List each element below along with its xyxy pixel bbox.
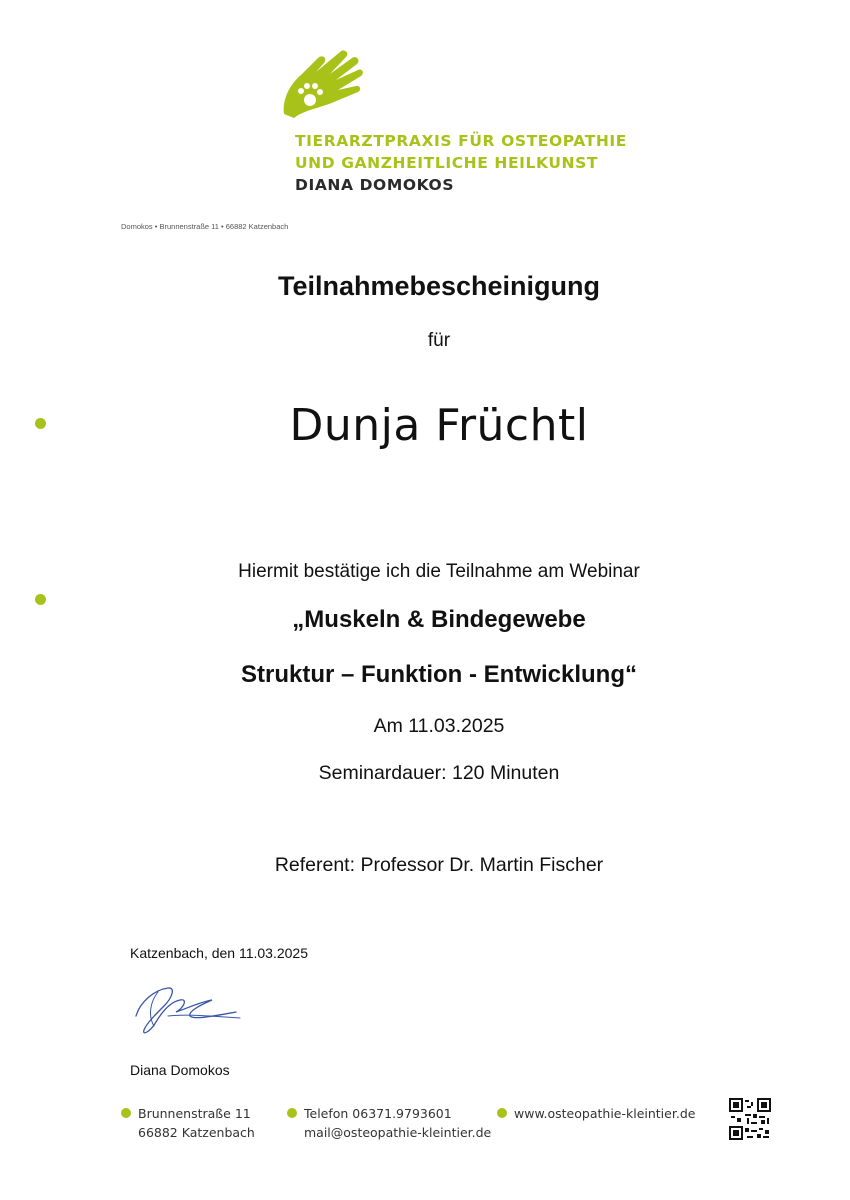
webinar-title-line-1: „Muskeln & Bindegewebe [292,606,586,633]
sender-address-line: Domokos • Brunnenstraße 11 • 66882 Katzenbach [121,222,289,231]
brand-line-2: UND GANZHEITLICHE HEILKUNST [295,154,599,172]
signatory-name: Diana Domokos [130,1062,230,1078]
footer-city: 66882 Katzenbach [138,1125,255,1140]
footer-address [138,1104,255,1142]
seminar-duration: Seminardauer: 120 Minuten [318,762,560,784]
footer-website[interactable]: www.osteopathie-kleintier.de [514,1106,696,1121]
webinar-date: Am 11.03.2025 [373,715,505,737]
footer-bullet [287,1108,297,1118]
footer-contact [304,1104,491,1142]
footer-bullet [497,1108,507,1118]
certificate-title: Teilnahmebescheinigung [277,271,601,301]
brand-line-1: TIERARZTPRAXIS FÜR OSTEOPATHIE [295,132,627,150]
footer-street: Brunnenstraße 11 [138,1106,251,1121]
brand-owner-name: DIANA DOMOKOS [295,176,455,194]
hand-with-paw-icon [280,44,380,124]
place-and-date: Katzenbach, den 11.03.2025 [130,945,309,961]
footer-bullet [121,1108,131,1118]
practice-brand [295,130,627,196]
handwritten-signature [128,972,248,1044]
margin-dot-1 [35,418,46,429]
participant-name: Dunja Früchtl [289,400,589,451]
footer-email[interactable]: mail@osteopathie-kleintier.de [304,1125,492,1140]
webinar-title-line-2: Struktur – Funktion - Entwicklung“ [241,661,637,688]
qr-code-icon [729,1098,771,1140]
margin-dot-2 [35,594,46,605]
footer-web [514,1104,695,1123]
speaker: Referent: Professor Dr. Martin Fischer [274,854,604,876]
footer-phone: Telefon 06371.9793601 [304,1106,452,1121]
for-label: für [427,330,451,351]
confirmation-text: Hiermit bestätige ich die Teilnahme am Webinar [238,561,640,582]
